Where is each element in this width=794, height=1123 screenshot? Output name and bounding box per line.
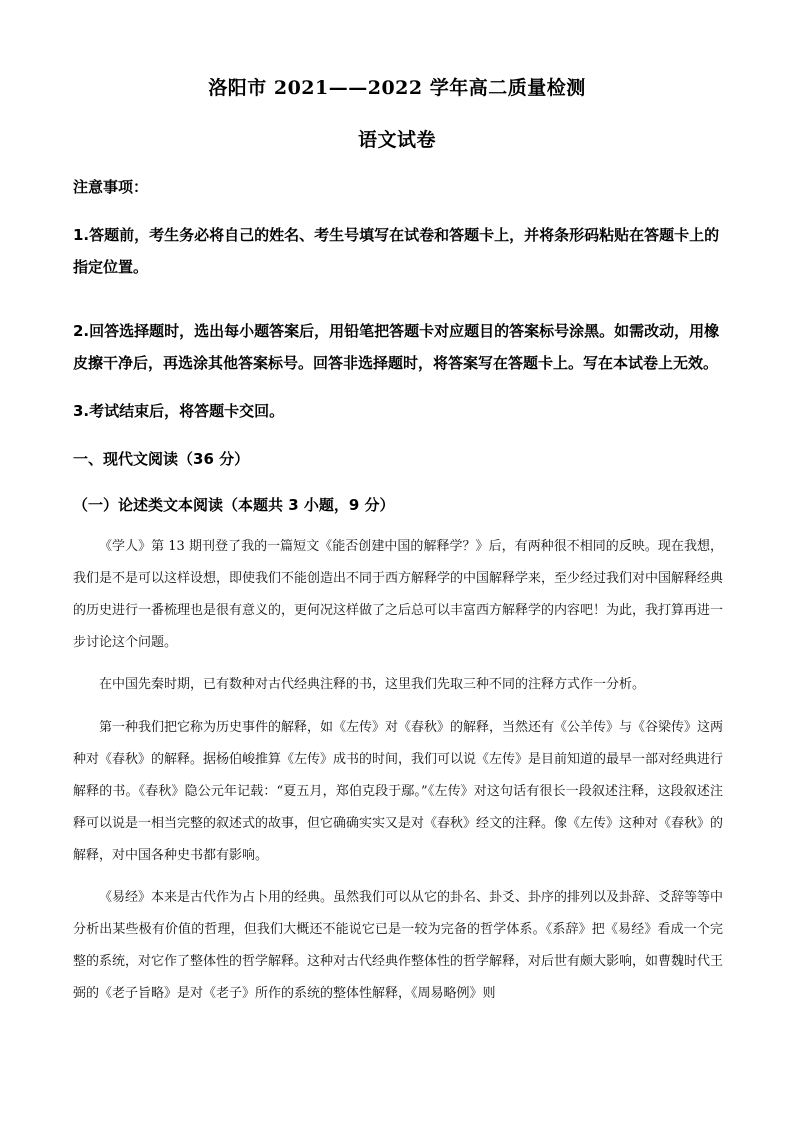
passage-paragraph-3: 第一种我们把它称为历史事件的解释，如《左传》对《春秋》的解释，当然还有《公羊传》与《谷梁传》这两种对《春秋》的解释。据杨伯峻推算《左传》成书的时间，我们可以说《左传》是目前知道的最早一部对经典进行解释的书。《春秋》隐公元年记载：“夏五月，郑伯克段于鄢。”《左传》对这句话有很长一段叙述注释，这段叙述注释可以说是一相当完整的叙述式的故事，但它确确实实又是对《春秋》经文的注释。像《左传》这种对《春秋》的解释，对中国各种史书都有影响。: [73, 720, 724, 863]
passage-paragraph-1: 《学人》第 13 期刊登了我的一篇短文《能否创建中国的解释学？》后，有两种很不相同的反映。现在我想，我们是不是可以这样设想，即使我们不能创造出不同于西方解释学的中国解释学来，至少经过我们对中国解释经典的历史进行一番梳理也是很有意义的，更何况这样做了之后总可以丰富西方解释学的内容吧！为此，我打算再进一步讨论这个问题。: [73, 539, 724, 650]
exam-subtitle: 语文试卷: [357, 129, 436, 151]
passage-paragraph-4: 《易经》本来是古代作为占卜用的经典。虽然我们可以从它的卦名、卦爻、卦序的排列以及卦辞、爻辞等等中分析出某些极有价值的哲理，但我们大概还不能说它已是一较为完备的哲学体系。《系辞》把《易经》看成一个完整的系统，对它作了整体性的哲学解释。这种对古代经典作整体性的哲学解释，对后世有颇大影响，如曹魏时代王弼的《老子旨略》是对《老子》所作的系统的整体性解释，《周易略例》则: [73, 890, 724, 1001]
notice-item-2: 2.回答选择题时，选出每小题答案后，用铅笔把答题卡对应题目的答案标号涂黑。如需改动，用橡皮擦干净后，再选涂其他答案标号。回答非选择题时，将答案写在答题卡上。写在本试卷上无效。: [73, 322, 720, 372]
exam-title: 洛阳市 2021——2022 学年高二质量检测: [208, 77, 586, 99]
notice-heading: 注意事项：: [73, 178, 149, 196]
passage-paragraph-2: 在中国先秦时期，已有数种对古代经典注释的书，这里我们先取三种不同的注释方式作一分析。: [99, 677, 646, 692]
notice-item-3: 3.考试结束后，将答题卡交回。: [73, 402, 285, 420]
section-subheading: （一）论述类文本阅读（本题共 3 小题，9 分）: [73, 496, 395, 514]
section-heading: 一、现代文阅读（36 分）: [73, 450, 250, 468]
notice-item-1: 1.答题前，考生务必将自己的姓名、考生号填写在试卷和答题卡上，并将条形码粘贴在答题卡上的指定位置。: [73, 226, 720, 276]
